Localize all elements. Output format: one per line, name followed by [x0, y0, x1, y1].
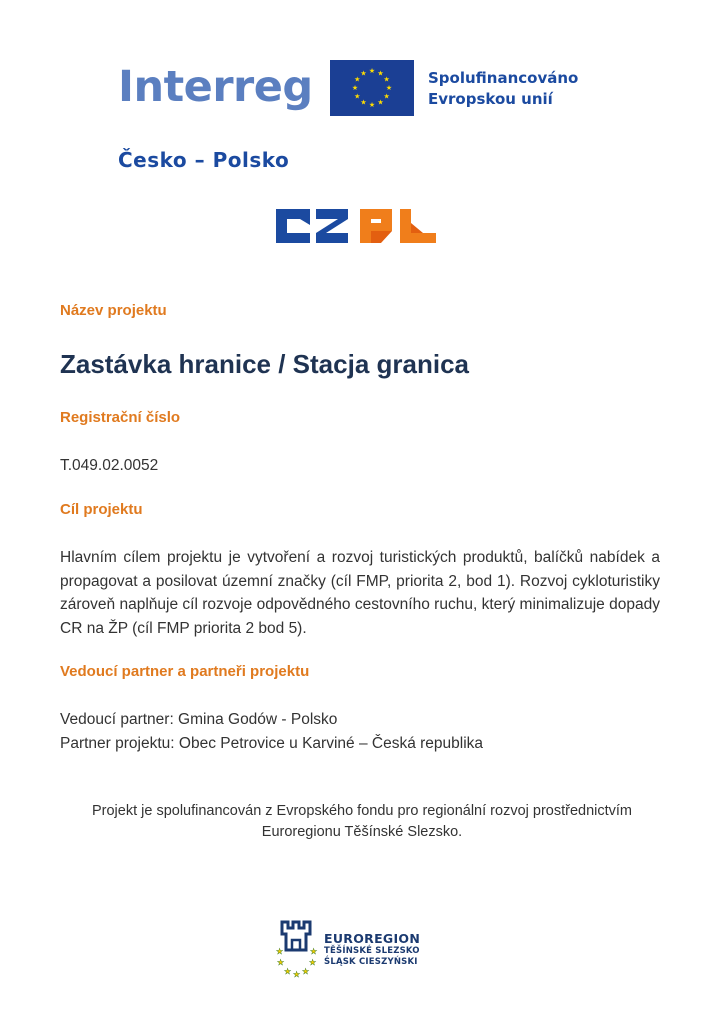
program-region: Česko – Polsko	[118, 148, 290, 172]
svg-text:★: ★	[284, 967, 292, 976]
funding-statement	[40, 801, 684, 843]
eu-cofinanced-text	[428, 68, 578, 110]
svg-text:★: ★	[293, 970, 301, 979]
svg-text:★: ★	[351, 84, 359, 92]
svg-text:★: ★	[377, 98, 384, 107]
project-name: Zastávka hranice / Stacja granica	[60, 349, 469, 379]
funding-line-1: Projekt je spolufinancován z Evropského fondu pro regionální rozvoj prostřednictvím	[91, 803, 632, 819]
interreg-logo: Interreg	[118, 62, 313, 112]
svg-text:★: ★	[385, 84, 393, 92]
registration-number: T.049.02.0052	[60, 457, 159, 474]
svg-text:★: ★	[354, 75, 361, 84]
eu-flag-icon	[330, 60, 414, 116]
svg-text:★: ★	[377, 69, 384, 78]
funding-line-2: Euroregionu Těšínské Slezsko.	[261, 824, 463, 840]
svg-text:★: ★	[276, 947, 284, 956]
svg-text:★: ★	[368, 67, 376, 75]
svg-text:★: ★	[368, 101, 376, 109]
project-partner: Partner projektu: Obec Petrovice u Karviné – Česká republika	[60, 734, 484, 752]
goal-label: Cíl projektu	[60, 501, 143, 518]
lead-partner: Vedoucí partner: Gmina Godów - Polsko	[60, 711, 338, 728]
partners-list	[60, 708, 660, 755]
svg-text:★: ★	[360, 98, 367, 107]
svg-text:★: ★	[360, 69, 367, 78]
svg-text:★: ★	[354, 92, 361, 101]
partners-label: Vedoucí partner a partneři projektu	[60, 663, 310, 680]
euroregion-line-2: ŚLĄSK CIESZYŃSKI	[324, 957, 418, 967]
eu-line-1: Spolufinancováno	[428, 69, 579, 87]
project-name-label: Název projektu	[60, 302, 167, 319]
euroregion-logo-text	[324, 931, 420, 968]
cz-pl-logo-icon	[276, 203, 436, 245]
svg-text:★: ★	[309, 958, 317, 967]
svg-text:★: ★	[302, 967, 310, 976]
svg-text:★: ★	[383, 75, 390, 84]
euroregion-line-1: TĚŠÍNSKÉ SLEZSKO	[324, 946, 420, 956]
svg-text:★: ★	[277, 958, 285, 967]
svg-text:★: ★	[310, 947, 318, 956]
euroregion-title: EUROREGION	[324, 931, 421, 946]
registration-label: Registrační číslo	[60, 409, 181, 426]
eu-line-2: Evropskou unií	[428, 90, 553, 108]
goal-text: Hlavním cílem projektu je vytvoření a rozvoj turistických produktů, balíčků nabídek a propagovat a posilovat územní značky (cíl FMP, priorita 2, bod 1). Rozvoj cykloturistiky zároveň naplňuje cíl rozvoje odpovědného cestovního ruchu, který minimalizuje dopady CR na ŽP (cíl FMP priorita 2 bod 5).	[60, 549, 660, 637]
svg-text:★: ★	[383, 92, 390, 101]
